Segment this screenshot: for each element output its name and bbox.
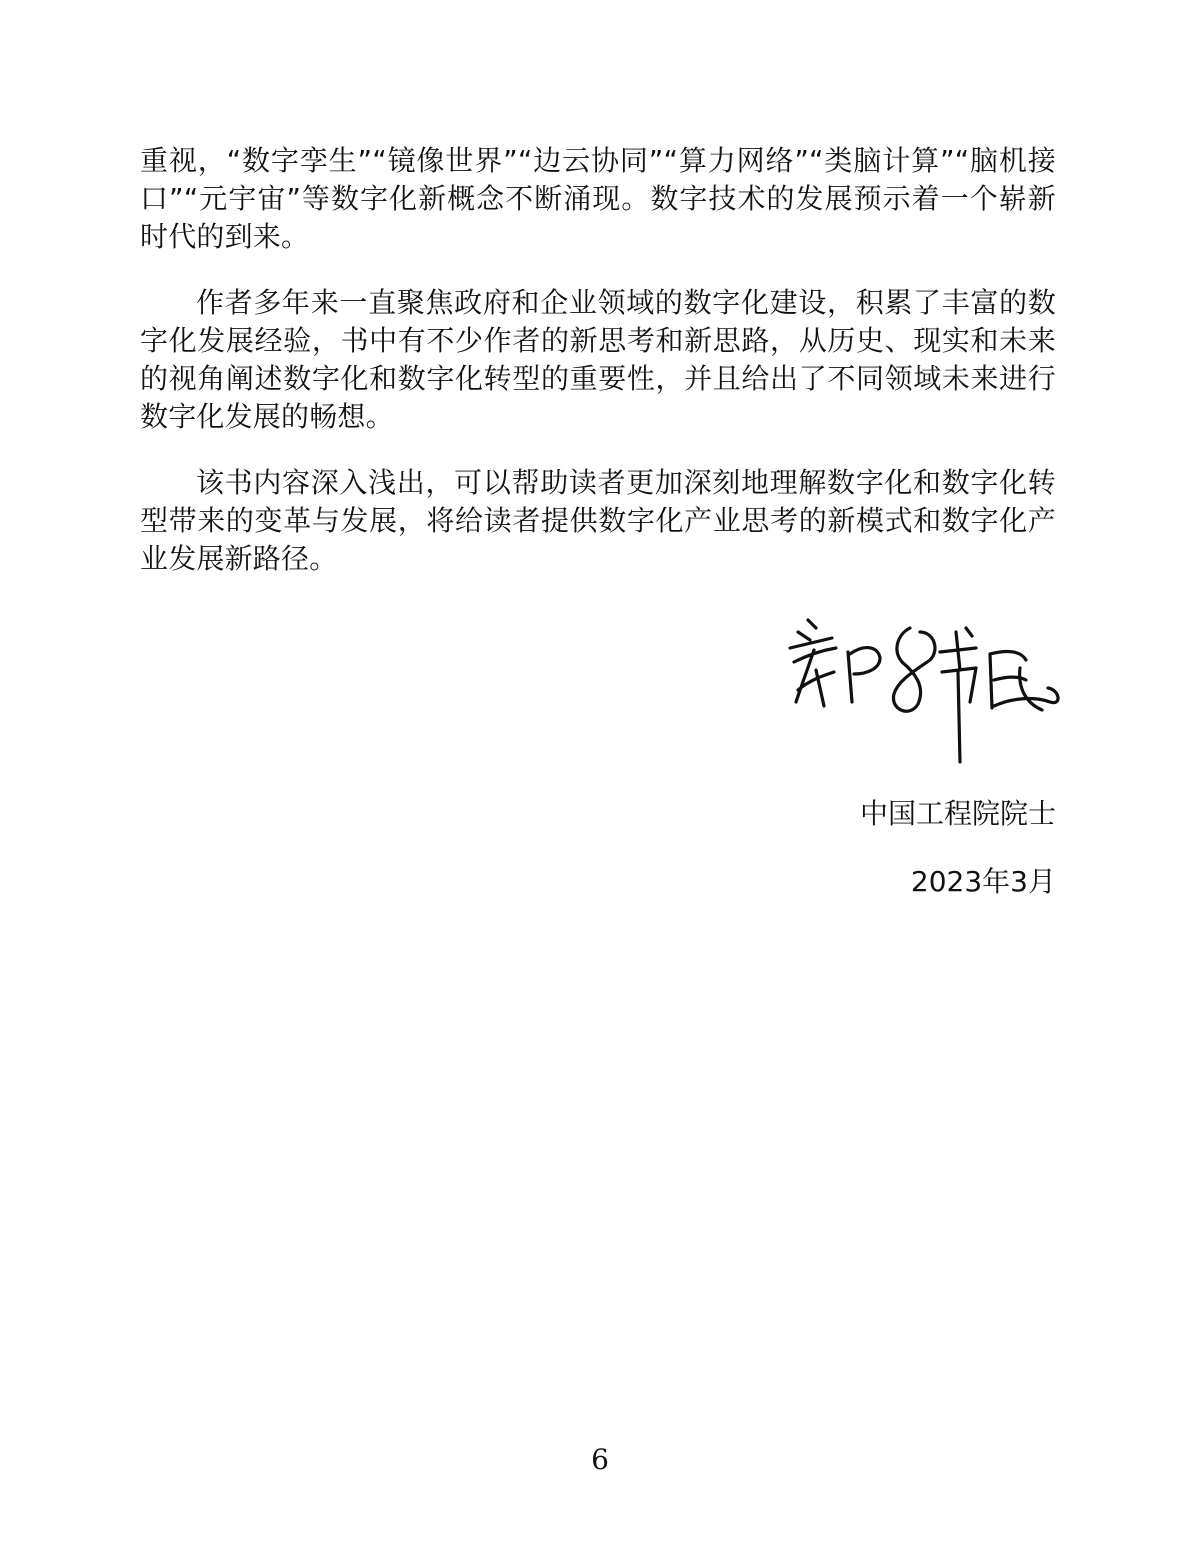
paragraph-author-focus: 作者多年来一直聚焦政府和企业领域的数字化建设，积累了丰富的数字化发展经验，书中有不少作者的新思考和新思路，从历史、现实和未来的视角阐述数字化和数字化转型的重要性，并且给出了不同领域未来进行数字化发展的畅想。 — [140, 286, 1056, 433]
handwritten-signature — [780, 610, 1065, 770]
signature-date: 2023年3月 — [910, 865, 1056, 898]
body-text — [140, 142, 1056, 606]
signer-title: 中国工程院院士 — [859, 797, 1056, 830]
page-number: 6 — [591, 1443, 609, 1476]
paragraph-continuation: 重视，“数字孪生”“镜像世界”“边云协同”“算力网络”“类脑计算”“脑机接口”“元宇宙”等数字化新概念不断涌现。数字技术的发展预示着一个崭新时代的到来。 — [140, 144, 1056, 253]
paragraph-book-summary: 该书内容深入浅出，可以帮助读者更加深刻地理解数字化和数字化转型带来的变革与发展，将给读者提供数字化产业思考的新模式和数字化产业发展新路径。 — [140, 466, 1056, 575]
